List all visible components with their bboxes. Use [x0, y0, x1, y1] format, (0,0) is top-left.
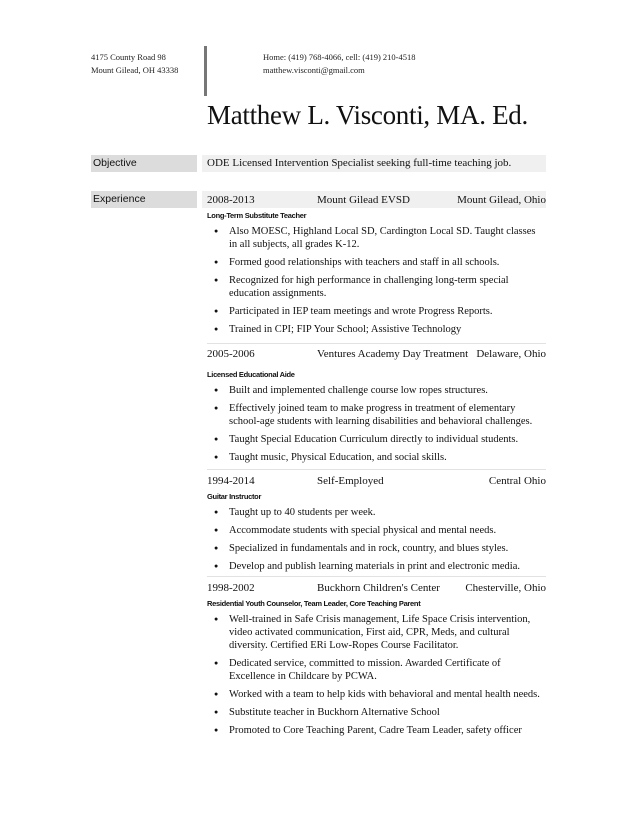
bullet-item: ● Trained in CPI; FIP Your School; Assistive Technology: [229, 323, 546, 336]
bullet-item: ● Worked with a team to help kids with behavioral and mental health needs.: [229, 688, 546, 701]
bullet-item: ● Formed good relationships with teachers and staff in all schools.: [229, 256, 546, 269]
job-separator: [207, 576, 546, 577]
job-title: Licensed Educational Aide: [207, 370, 295, 379]
job-header: [207, 194, 546, 209]
job-bullets: [207, 384, 546, 464]
job-header: [207, 348, 546, 363]
experience-label: Experience: [91, 191, 197, 208]
bullet-item: ● Substitute teacher in Buckhorn Alternative School: [229, 706, 546, 719]
bullet-item: ● Participated in IEP team meetings and wrote Progress Reports.: [229, 305, 546, 318]
candidate-name: Matthew L. Visconti, MA. Ed.: [207, 100, 528, 130]
bullet-item: ● Promoted to Core Teaching Parent, Cadre Team Leader, safety officer: [229, 724, 546, 737]
job-entry: [207, 582, 546, 742]
job-separator: [207, 469, 546, 470]
bullet-item: ● Taught up to 40 students per week.: [229, 506, 546, 519]
address-line-1: 4175 County Road 98: [91, 52, 166, 62]
job-separator: [207, 343, 546, 344]
bullet-item: ● Taught music, Physical Education, and social skills.: [229, 451, 546, 464]
header-divider: [204, 46, 207, 96]
job-bullets: [207, 506, 546, 573]
job-location: Central Ohio: [488, 475, 546, 487]
job-organization: Self-Employed: [317, 475, 384, 487]
bullet-item: ● Develop and publish learning materials in print and electronic media.: [229, 560, 546, 573]
email-line: matthew.visconti@gmail.com: [263, 65, 365, 75]
job-years: 2005-2006: [207, 348, 255, 360]
job-entry: [207, 475, 546, 578]
bullet-item: ● Recognized for high performance in challenging long-term special education assignments.: [229, 274, 546, 300]
job-header: [207, 475, 546, 490]
job-title: Long-Term Substitute Teacher: [207, 211, 307, 220]
bullet-item: ● Taught Special Education Curriculum directly to individual students.: [229, 433, 546, 446]
job-entry: [207, 348, 546, 469]
job-bullets: [207, 225, 546, 336]
address-block: [91, 51, 178, 77]
job-title: Guitar Instructor: [207, 492, 262, 501]
objective-text: ODE Licensed Intervention Specialist seeking full-time teaching job.: [207, 157, 512, 169]
bullet-item: ● Specialized in fundamentals and in rock, country, and blues styles.: [229, 542, 546, 555]
job-title: Residential Youth Counselor, Team Leader, Core Teaching Parent: [207, 599, 421, 608]
job-bullets: [207, 613, 546, 737]
bullet-item: ● Built and implemented challenge course low ropes structures.: [229, 384, 546, 397]
job-entry: [207, 194, 546, 341]
bullet-item: ● Also MOESC, Highland Local SD, Cardington Local SD. Taught classes in all subjects, all grades K-12.: [229, 225, 546, 251]
job-years: 1998-2002: [207, 582, 255, 594]
bullet-item: ● Accommodate students with special physical and mental needs.: [229, 524, 546, 537]
phone-line: Home: (419) 768-4066, cell: (419) 210-4518: [263, 52, 416, 62]
job-location: Chesterville, Ohio: [465, 582, 546, 594]
bullet-item: ● Effectively joined team to make progress in treatment of elementary school-age students with learning disabilities and behavioral challenges.: [229, 402, 546, 428]
job-location: Mount Gilead, Ohio: [457, 194, 546, 206]
job-years: 1994-2014: [207, 475, 255, 487]
contact-block: [263, 51, 416, 77]
bullet-item: ● Dedicated service, committed to mission. Awarded Certificate of Excellence in Childcare by PCWA.: [229, 657, 546, 683]
objective-label: Objective: [91, 155, 197, 172]
bullet-item: ● Well-trained in Safe Crisis management, Life Space Crisis intervention, video activated communication, First aid, CPR, Meds, and cultural diversity. Certified ERi Low-Ropes Course Facilitator.: [229, 613, 546, 652]
job-header: [207, 582, 546, 597]
job-location: Delaware, Ohio: [476, 348, 546, 360]
job-organization: Buckhorn Children's Center: [317, 582, 440, 594]
job-years: 2008-2013: [207, 194, 255, 206]
job-organization: Mount Gilead EVSD: [317, 194, 410, 206]
address-line-2: Mount Gilead, OH 43338: [91, 65, 179, 75]
job-organization: Ventures Academy Day Treatment: [317, 348, 469, 360]
